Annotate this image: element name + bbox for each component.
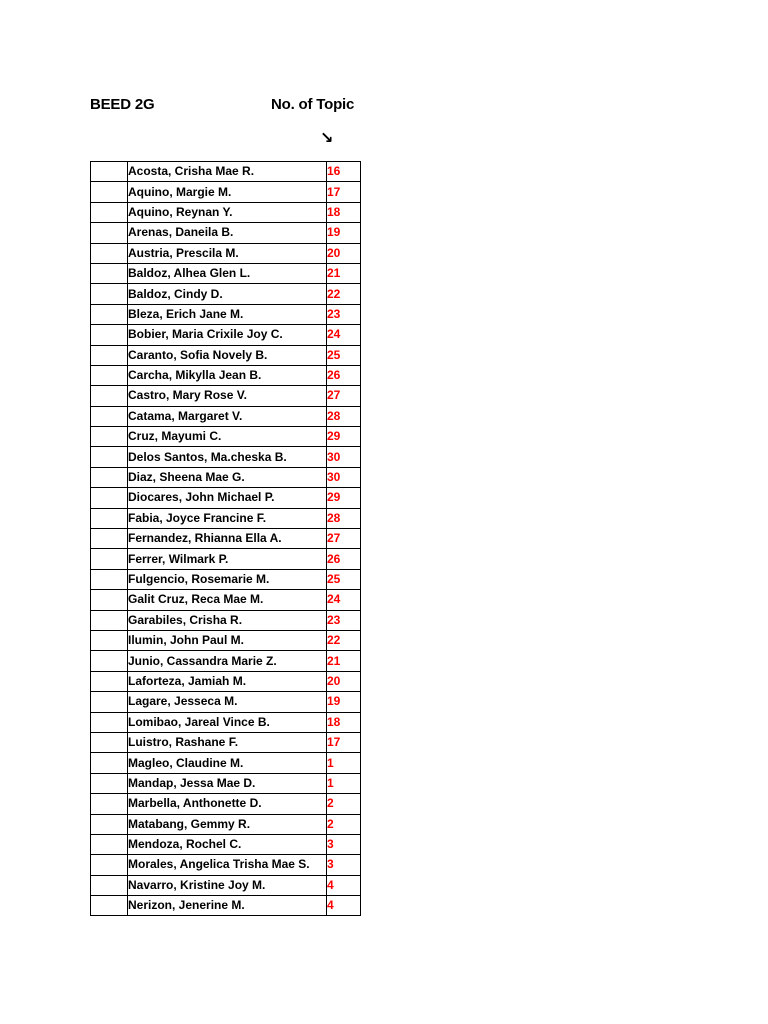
row-number-cell [91,875,128,895]
table-row [91,325,361,345]
student-name-cell: Caranto, Sofia Novely B. [128,345,327,365]
row-number-cell [91,692,128,712]
topic-number-cell: 20 [327,671,361,691]
student-name-cell: Junio, Cassandra Marie Z. [128,651,327,671]
table-row [91,875,361,895]
topic-number-cell: 22 [327,284,361,304]
row-number-cell [91,834,128,854]
topic-number-cell: 27 [327,529,361,549]
topic-number-cell: 21 [327,263,361,283]
student-name-cell: Marbella, Anthonette D. [128,794,327,814]
table-row [91,753,361,773]
table-row [91,549,361,569]
table-row [91,365,361,385]
topic-number-cell: 30 [327,467,361,487]
topic-number-cell: 16 [327,162,361,182]
topic-number-cell: 2 [327,794,361,814]
row-number-cell [91,610,128,630]
topic-number-cell: 30 [327,447,361,467]
row-number-cell [91,345,128,365]
topic-number-cell: 24 [327,590,361,610]
table-row [91,223,361,243]
topic-number-cell: 20 [327,243,361,263]
student-name-cell: Garabiles, Crisha R. [128,610,327,630]
table-row [91,406,361,426]
row-number-cell [91,529,128,549]
row-number-cell [91,243,128,263]
row-number-cell [91,773,128,793]
table-row [91,304,361,324]
row-number-cell [91,365,128,385]
student-name-cell: Austria, Prescila M. [128,243,327,263]
topic-number-cell: 4 [327,875,361,895]
table-row [91,814,361,834]
row-number-cell [91,590,128,610]
row-number-cell [91,223,128,243]
student-name-cell: Magleo, Claudine M. [128,753,327,773]
student-name-cell: Fabia, Joyce Francine F. [128,508,327,528]
row-number-cell [91,284,128,304]
topic-number-cell: 23 [327,610,361,630]
topic-number-cell: 24 [327,325,361,345]
row-number-cell [91,549,128,569]
topic-number-cell: 19 [327,692,361,712]
row-number-cell [91,447,128,467]
student-name-cell: Baldoz, Alhea Glen L. [128,263,327,283]
table-row [91,834,361,854]
row-number-cell [91,263,128,283]
table-row [91,896,361,916]
topic-number-cell: 27 [327,386,361,406]
row-number-cell [91,712,128,732]
topic-number-cell: 21 [327,651,361,671]
table-row [91,182,361,202]
table-row [91,610,361,630]
row-number-cell [91,569,128,589]
table-row [91,508,361,528]
topic-number-cell: 3 [327,855,361,875]
row-number-cell [91,406,128,426]
student-name-cell: Ilumin, John Paul M. [128,630,327,650]
student-name-cell: Cruz, Mayumi C. [128,427,327,447]
row-number-cell [91,630,128,650]
topic-number-cell: 1 [327,773,361,793]
table-row [91,630,361,650]
student-name-cell: Lomibao, Jareal Vince B. [128,712,327,732]
student-name-cell: Castro, Mary Rose V. [128,386,327,406]
topic-column-heading: No. of Topic [271,96,355,113]
class-heading: BEED 2G [90,96,155,113]
table-row [91,590,361,610]
table-row [91,529,361,549]
row-number-cell [91,814,128,834]
student-name-cell: Aquino, Margie M. [128,182,327,202]
table-row [91,386,361,406]
row-number-cell [91,794,128,814]
student-name-cell: Lagare, Jesseca M. [128,692,327,712]
student-name-cell: Baldoz, Cindy D. [128,284,327,304]
row-number-cell [91,162,128,182]
student-name-cell: Acosta, Crisha Mae R. [128,162,327,182]
student-name-cell: Laforteza, Jamiah M. [128,671,327,691]
topic-number-cell: 2 [327,814,361,834]
topic-number-cell: 17 [327,182,361,202]
topic-number-cell: 22 [327,630,361,650]
table-row [91,243,361,263]
row-number-cell [91,753,128,773]
row-number-cell [91,855,128,875]
row-number-cell [91,467,128,487]
student-name-cell: Galit Cruz, Reca Mae M. [128,590,327,610]
table-row [91,692,361,712]
row-number-cell [91,651,128,671]
topic-number-cell: 23 [327,304,361,324]
student-name-cell: Diaz, Sheena Mae G. [128,467,327,487]
topic-number-cell: 19 [327,223,361,243]
student-name-cell: Catama, Margaret V. [128,406,327,426]
row-number-cell [91,386,128,406]
row-number-cell [91,732,128,752]
topic-number-cell: 4 [327,896,361,916]
table-row [91,202,361,222]
row-number-cell [91,304,128,324]
topic-number-cell: 29 [327,427,361,447]
row-number-cell [91,508,128,528]
topic-number-cell: 3 [327,834,361,854]
table-row [91,569,361,589]
table-row [91,651,361,671]
topic-number-cell: 17 [327,732,361,752]
student-name-cell: Delos Santos, Ma.cheska B. [128,447,327,467]
student-name-cell: Navarro, Kristine Joy M. [128,875,327,895]
topic-number-cell: 26 [327,549,361,569]
student-name-cell: Fernandez, Rhianna Ella A. [128,529,327,549]
table-row [91,467,361,487]
topic-number-cell: 18 [327,202,361,222]
student-topic-table [90,161,361,916]
table-row [91,488,361,508]
table-row [91,712,361,732]
row-number-cell [91,427,128,447]
row-number-cell [91,182,128,202]
topic-number-cell: 26 [327,365,361,385]
topic-number-cell: 29 [327,488,361,508]
row-number-cell [91,202,128,222]
student-name-cell: Fulgencio, Rosemarie M. [128,569,327,589]
topic-number-cell: 18 [327,712,361,732]
table-row [91,427,361,447]
table-row [91,732,361,752]
arrow-down-right-icon: ↘ [320,128,334,147]
table-row [91,794,361,814]
topic-number-cell: 28 [327,508,361,528]
table-row [91,284,361,304]
student-name-cell: Nerizon, Jenerine M. [128,896,327,916]
student-name-cell: Mandap, Jessa Mae D. [128,773,327,793]
table-row [91,345,361,365]
topic-number-cell: 25 [327,345,361,365]
row-number-cell [91,325,128,345]
row-number-cell [91,896,128,916]
table-row [91,447,361,467]
table-row [91,773,361,793]
row-number-cell [91,671,128,691]
topic-number-cell: 25 [327,569,361,589]
student-name-cell: Aquino, Reynan Y. [128,202,327,222]
student-name-cell: Morales, Angelica Trisha Mae S. [128,855,327,875]
topic-number-cell: 1 [327,753,361,773]
row-number-cell [91,488,128,508]
table-row [91,263,361,283]
student-name-cell: Matabang, Gemmy R. [128,814,327,834]
student-name-cell: Luistro, Rashane F. [128,732,327,752]
table-body [91,162,361,916]
table-row [91,162,361,182]
student-name-cell: Diocares, John Michael P. [128,488,327,508]
topic-number-cell: 28 [327,406,361,426]
table-row [91,855,361,875]
student-name-cell: Arenas, Daneila B. [128,223,327,243]
student-name-cell: Bleza, Erich Jane M. [128,304,327,324]
student-name-cell: Ferrer, Wilmark P. [128,549,327,569]
student-name-cell: Bobier, Maria Crixile Joy C. [128,325,327,345]
table-row [91,671,361,691]
student-name-cell: Carcha, Mikylla Jean B. [128,365,327,385]
student-name-cell: Mendoza, Rochel C. [128,834,327,854]
